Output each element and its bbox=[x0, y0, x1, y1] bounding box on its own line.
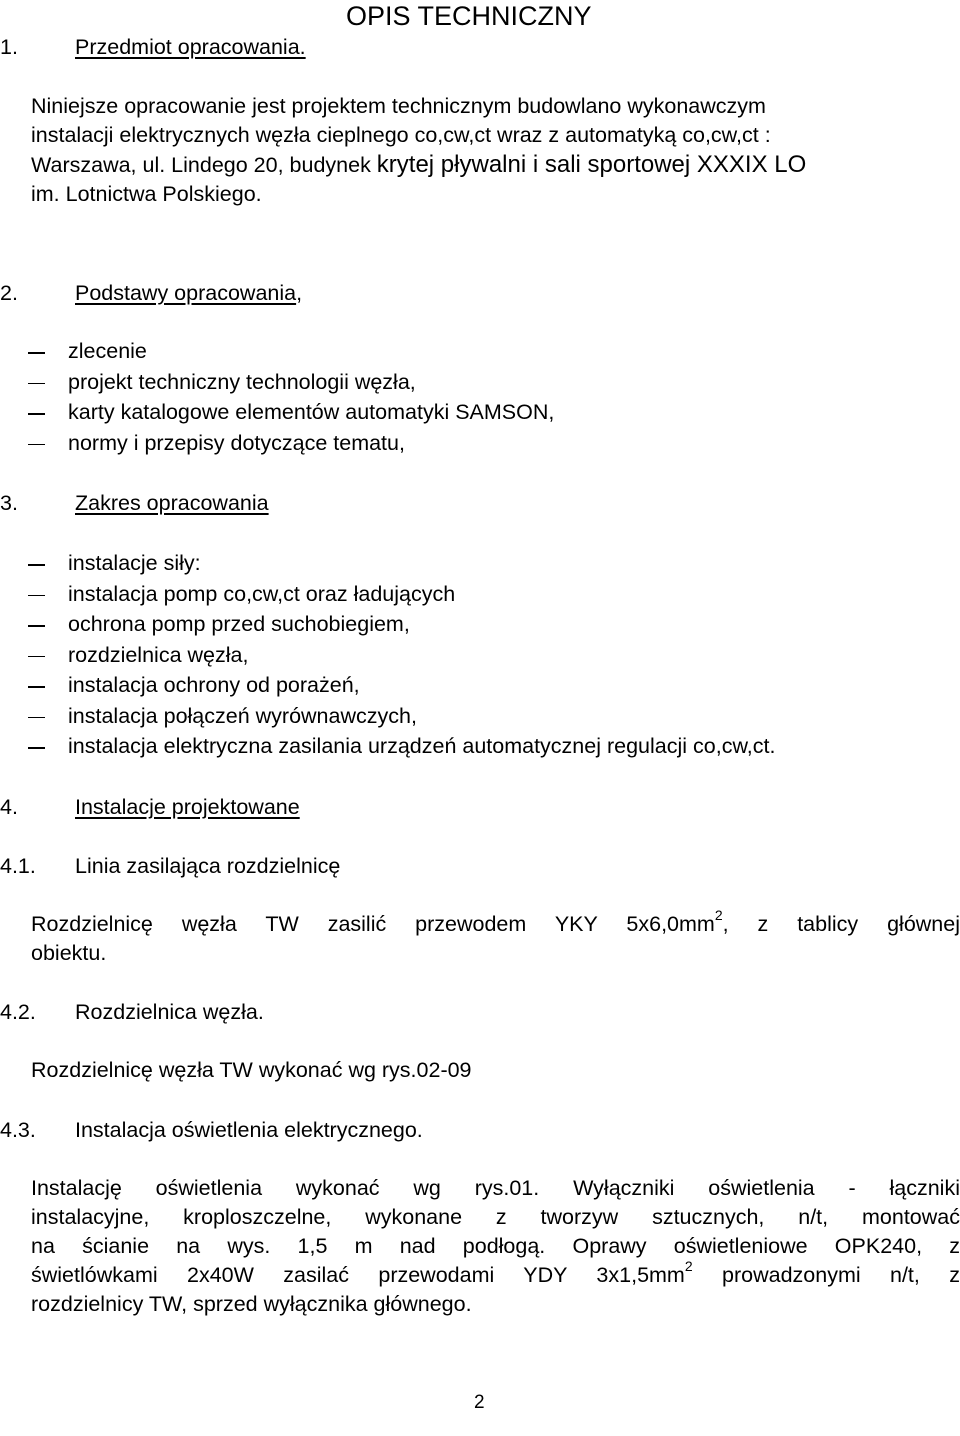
list-item-text: normy i przepisy dotyczące tematu, bbox=[68, 430, 405, 455]
paragraph-text: prowadzonymi n/t, z bbox=[692, 1263, 960, 1287]
paragraph-text: Warszawa, ul. Lindego 20, budynek bbox=[31, 153, 377, 177]
section-title: Linia zasilająca rozdzielnicę bbox=[75, 854, 341, 878]
dash-bullet-icon bbox=[28, 564, 45, 566]
dash-bullet-icon bbox=[28, 656, 45, 658]
paragraph-text: , z tablicy głównej bbox=[722, 912, 960, 936]
list-item-text: instalacja połączeń wyrównawczych, bbox=[68, 703, 417, 728]
paragraph-line: na ścianie na wys. 1,5 m nad podłogą. Oprawy oświetleniowe OPK240, z bbox=[31, 1234, 960, 1258]
list-item-text: projekt techniczny technologii węzła, bbox=[68, 369, 416, 394]
dash-bullet-icon bbox=[28, 413, 45, 415]
section-number: 4. bbox=[0, 795, 18, 819]
superscript: 2 bbox=[714, 906, 723, 923]
list-item-text: instalacja pomp co,cw,ct oraz ładujących bbox=[68, 581, 456, 606]
superscript: 2 bbox=[684, 1257, 693, 1274]
section-title: Przedmiot opracowania. bbox=[75, 35, 306, 59]
section-title: Instalacja oświetlenia elektrycznego. bbox=[75, 1118, 423, 1142]
paragraph-line: instalacyjne, kroploszczelne, wykonane z tworzyw sztucznych, n/t, montować bbox=[31, 1205, 960, 1229]
paragraph-line bbox=[31, 150, 960, 180]
paragraph-line: im. Lotnictwa Polskiego. bbox=[31, 182, 262, 206]
list-item-text: ochrona pomp przed suchobiegiem, bbox=[68, 612, 410, 636]
paragraph-line: Instalację oświetlenia wykonać wg rys.01. Wyłączniki oświetlenia - łączniki bbox=[31, 1176, 960, 1200]
section-number: 3. bbox=[0, 491, 18, 515]
paragraph-line: obiektu. bbox=[31, 941, 107, 965]
page-number: 2 bbox=[474, 1392, 485, 1413]
section-title-suffix: , bbox=[296, 281, 303, 305]
paragraph-line: instalacji elektrycznych węzła cieplnego co,cw,ct wraz z automatyką co,cw,ct : bbox=[31, 123, 771, 147]
section-4-1-paragraph bbox=[31, 906, 960, 968]
section-title: Rozdzielnica węzła. bbox=[75, 1000, 264, 1024]
section-4-3-paragraph bbox=[31, 1174, 960, 1319]
paragraph-line: rozdzielnicy TW, sprzed wyłącznika głównego. bbox=[31, 1292, 472, 1316]
paragraph-line: Niniejsze opracowanie jest projektem technicznym budowlano wykonawczym bbox=[31, 94, 766, 118]
list-item-text: zlecenie bbox=[68, 339, 147, 363]
section-title-wrap bbox=[75, 279, 302, 308]
list-item-text: instalacje siły: bbox=[68, 551, 201, 575]
section-number: 4.3. bbox=[0, 1118, 36, 1142]
section-1-paragraph bbox=[31, 92, 960, 209]
paragraph-line bbox=[31, 1257, 960, 1290]
document-title: OPIS TECHNICZNY bbox=[346, 1, 592, 31]
dash-bullet-icon bbox=[28, 444, 45, 446]
dash-bullet-icon bbox=[28, 625, 45, 627]
paragraph-text: Rozdzielnicę węzła TW zasilić przewodem YKY 5x6,0mm bbox=[31, 912, 715, 936]
paragraph-text: świetlówkami 2x40W zasilać przewodami YDY 3x1,5mm bbox=[31, 1263, 685, 1287]
section-number: 4.2. bbox=[0, 1000, 36, 1024]
dash-bullet-icon bbox=[28, 747, 45, 749]
list-item-text: instalacja elektryczna zasilania urządzeń automatycznej regulacji co,cw,ct. bbox=[68, 734, 776, 758]
section-title: Instalacje projektowane bbox=[75, 795, 300, 819]
dash-bullet-icon bbox=[28, 352, 45, 354]
section-number: 1. bbox=[0, 35, 18, 59]
section-number: 2. bbox=[0, 281, 18, 305]
paragraph-line bbox=[31, 906, 960, 939]
dash-bullet-icon bbox=[28, 595, 45, 597]
paragraph-line: Rozdzielnicę węzła TW wykonać wg rys.02-09 bbox=[31, 1058, 472, 1082]
list-item-text: instalacja ochrony od porażeń, bbox=[68, 673, 360, 697]
dash-bullet-icon bbox=[28, 717, 45, 719]
paragraph-text-emphasis: krytej pływalni i sali sportowej XXXIX LO bbox=[376, 151, 807, 178]
section-title: Zakres opracowania bbox=[75, 491, 269, 515]
section-number: 4.1. bbox=[0, 854, 36, 878]
section-4-2-paragraph bbox=[31, 1056, 960, 1085]
dash-bullet-icon bbox=[28, 383, 45, 385]
list-item-text: karty katalogowe elementów automatyki SAMSON, bbox=[68, 400, 555, 424]
dash-bullet-icon bbox=[28, 686, 45, 688]
list-item-text: rozdzielnica węzła, bbox=[68, 642, 249, 667]
section-title: Podstawy opracowania bbox=[75, 281, 297, 305]
